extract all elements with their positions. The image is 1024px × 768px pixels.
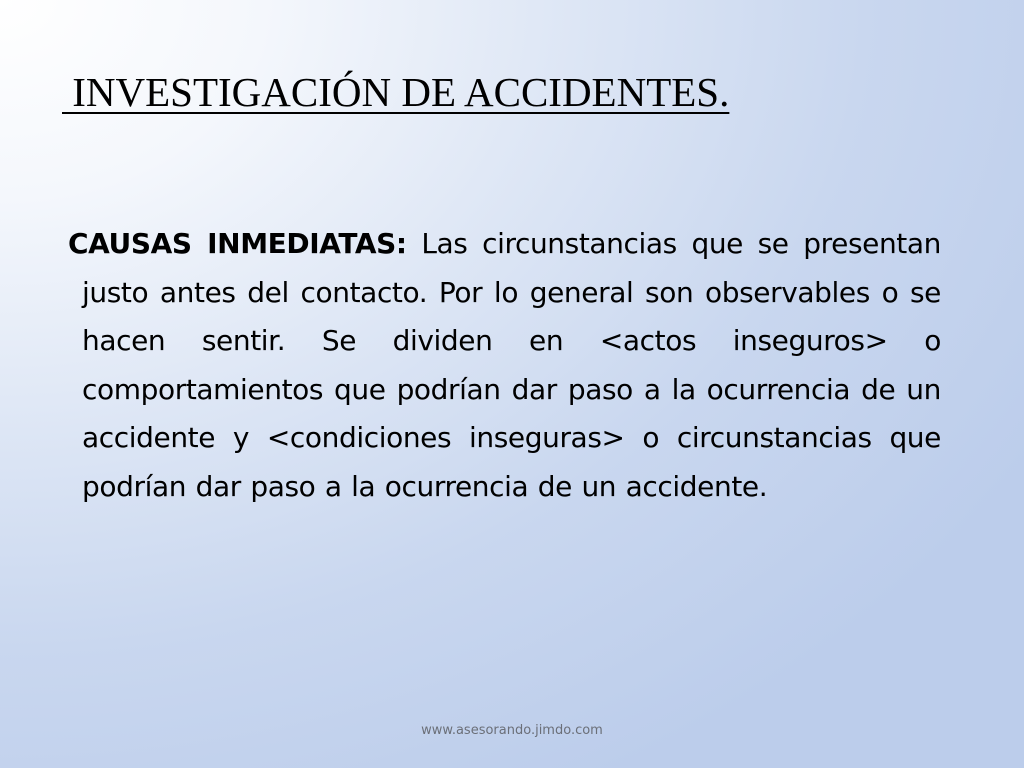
footer-website: www.asesorando.jimdo.com	[421, 723, 603, 738]
slide-title	[62, 64, 729, 120]
slide-body-paragraph	[68, 220, 941, 511]
body-definition-text: Las circunstancias que se presentan justo antes del contacto. Por lo general son observables o se hacen sentir. Se dividen en <actos inseguros> o comportamientos que podrían dar paso a la ocurrencia de un accidente y <condiciones inseguras> o circunstancias que podrían dar paso a la ocurrencia de un accidente.	[82, 227, 941, 503]
body-lead-term: CAUSAS INMEDIATAS:	[68, 227, 407, 260]
slide-title-text: INVESTIGACIÓN DE ACCIDENTES.	[62, 69, 730, 115]
